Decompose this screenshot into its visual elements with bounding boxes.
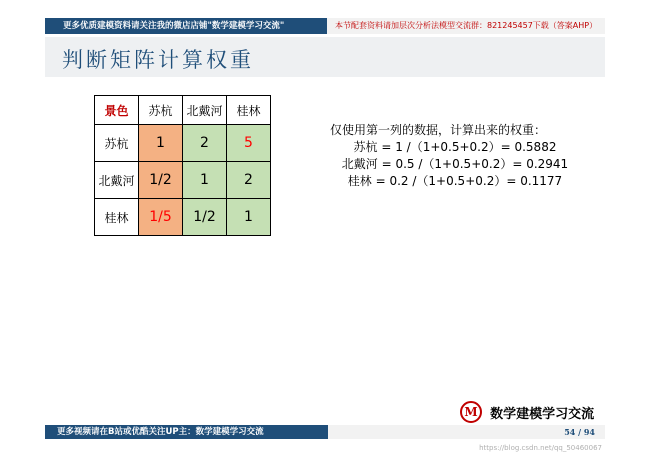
logo-m-icon: M [460,401,482,423]
footer-right-band [328,425,605,439]
matrix-cell: 1 [139,125,183,162]
table-row [95,162,271,199]
brand-logo [460,401,594,421]
footer-promo-text: 更多视频请在B站或优酷关注UP主：数学建模学习交流 [45,425,328,439]
weight-calculation [320,122,590,190]
header-group-notice: 本节配套资料请加层次分析法模型交流群：821245457下载（答案AHP） [327,18,605,34]
table-row [95,125,271,162]
calculation-intro: 仅使用第一列的数据，计算出来的权重： [330,123,547,137]
matrix-cell: 1/5 [139,199,183,236]
column-header: 北戴河 [183,96,227,125]
calculation-line: 桂林 = 0.2 /（1+0.5+0.2）= 0.1177 [347,174,563,188]
judgment-matrix-table [94,95,271,236]
matrix-cell: 1/2 [183,199,227,236]
slide-title: 判断矩阵计算权重 [62,48,254,72]
matrix-corner-cell: 景色 [95,96,139,125]
calculation-line: 北戴河 = 0.5 /（1+0.5+0.2）= 0.2941 [341,157,569,171]
logo-text: 数学建模学习交流 [490,406,595,422]
matrix-cell: 2 [183,125,227,162]
matrix-cell: 2 [227,162,271,199]
matrix-cell: 1 [227,199,271,236]
matrix-cell: 1 [183,162,227,199]
column-header: 苏杭 [139,96,183,125]
top-banner [45,18,605,34]
header-promo-text: 更多优质建模资料请关注我的微店店铺"数学建模学习交流" [45,18,327,34]
calculation-line: 苏杭 = 1 /（1+0.5+0.2）= 0.5882 [353,140,557,154]
matrix-cell: 5 [227,125,271,162]
row-header: 苏杭 [95,125,139,162]
footer-banner [45,425,605,439]
row-header: 北戴河 [95,162,139,199]
matrix-cell: 1/2 [139,162,183,199]
table-row [95,199,271,236]
watermark-url: https://blog.csdn.net/qq_50460067 [479,444,602,452]
page-number: 54 / 94 [564,427,595,437]
table-header-row [95,96,271,125]
column-header: 桂林 [227,96,271,125]
row-header: 桂林 [95,199,139,236]
